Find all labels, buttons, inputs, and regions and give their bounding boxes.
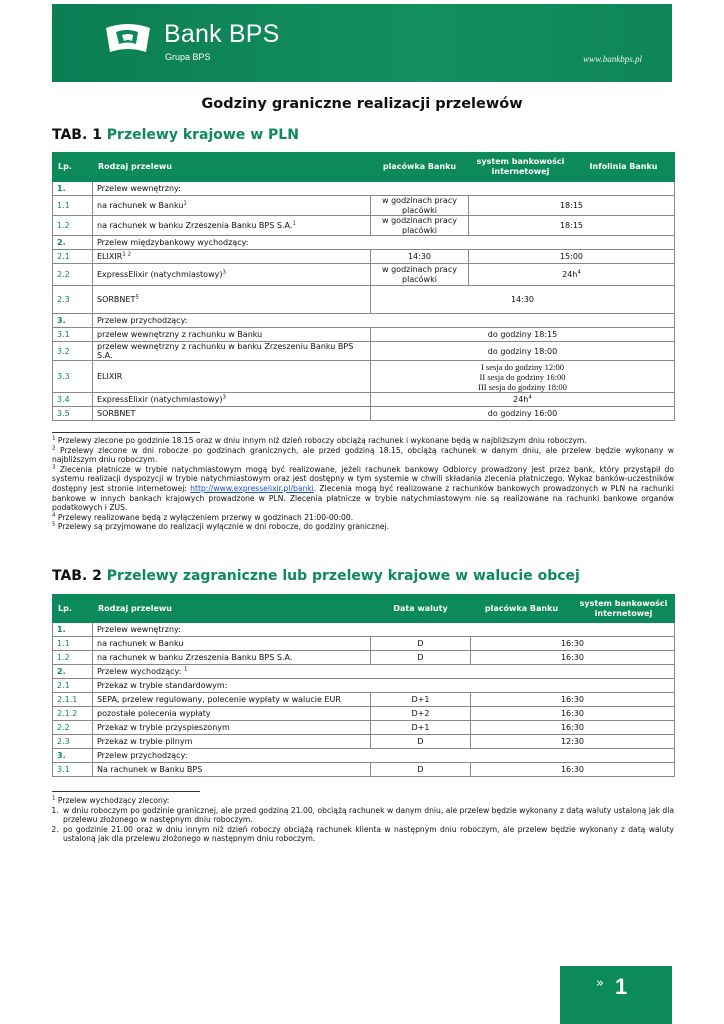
- footnote-ref: 1: [183, 666, 188, 673]
- table-row: [53, 637, 675, 651]
- col-header-lp: Lp.: [53, 595, 93, 623]
- row-name: [93, 393, 371, 407]
- row-lp: 3.5: [53, 407, 93, 421]
- table-row: [53, 328, 675, 342]
- col-header-value-date: Data waluty: [371, 595, 471, 623]
- footnote-1-text: Przelewy zlecone po godzinie 18.15 oraz w dniu innym niż dzień roboczy obciążą rachunek i wykonane będą w najbliższym dniu roboczym.: [57, 436, 587, 445]
- row-lp: 3.1: [53, 763, 93, 777]
- page-number-box: [560, 966, 672, 1024]
- footnote-ref: 1 2: [122, 251, 132, 258]
- row-lp: 3.: [53, 749, 93, 763]
- cutoff-time: 14:30: [371, 286, 675, 314]
- list-item: 1. w dniu roboczym po godzinie granicznej, ale przed godziną 21.00, obciążą rachunek w danym dniu, ale przelew będzie wykonany z datą waluty ustaloną jak dla przelewu złożonego w następnym dniu roboczym.: [61, 806, 674, 825]
- col-header-online: system bankowości internetowej: [573, 595, 675, 623]
- row-name: [93, 250, 371, 264]
- row-name: [93, 264, 371, 286]
- row-lp: 2.2: [53, 264, 93, 286]
- row-lp: 2.2: [53, 721, 93, 735]
- row-lp: 1.1: [53, 196, 93, 216]
- row-name: Na rachunek w Banku BPS: [93, 763, 371, 777]
- branch-hours: w godzinach pracy placówki: [371, 196, 469, 216]
- header-url[interactable]: www.bankbps.pl: [583, 54, 642, 64]
- row-lp: 3.: [53, 314, 93, 328]
- row-lp: 2.1: [53, 250, 93, 264]
- page-number: 1: [615, 974, 628, 999]
- cutoff-time: 16:30: [471, 763, 675, 777]
- row-lp: 2.1.1: [53, 693, 93, 707]
- footnote-ref: 3: [222, 269, 226, 276]
- footnote-1: $^1$ Przelewy zlecone po godzinie 18.15 oraz w dniu innym niż dzień roboczy obciążą rachunek i wykonane będą w najbliższym dniu roboczym.: [52, 435, 587, 445]
- cutoff-time: 16:30: [471, 693, 675, 707]
- express-elixir-link[interactable]: http://www.expresselixir.pl/banki: [190, 483, 314, 493]
- row-lp: 1.2: [53, 216, 93, 236]
- cutoff-text: 24h: [513, 395, 529, 405]
- table-row: [53, 407, 675, 421]
- table-row: [53, 665, 675, 679]
- cutoff-time: do godziny 18:15: [371, 328, 675, 342]
- tab1-title: [52, 127, 299, 143]
- table-row: [53, 264, 675, 286]
- tab1-prefix: TAB. 1: [52, 127, 102, 143]
- row-lp: 3.1: [53, 328, 93, 342]
- row-lp: 1.2: [53, 651, 93, 665]
- table-row: [53, 236, 675, 250]
- table-row: [53, 286, 675, 314]
- cutoff-time: do godziny 18:00: [371, 342, 675, 361]
- row-name: Przelew wewnętrzny:: [93, 182, 675, 196]
- table-row: [53, 623, 675, 637]
- row-name: SEPA, przelew regulowany, polecenie wypłaty w walucie EUR: [93, 693, 371, 707]
- footnote-ref: 4: [528, 394, 532, 401]
- list-item: 2. po godzinie 21.00 oraz w dniu innym niż dzień roboczy obciążą rachunek klienta w następnym dniu roboczym, ale przelew będzie wykonany z datą waluty ustaloną jak dla przelewu złożonego w następnym dniu roboczym.: [61, 825, 674, 844]
- col-header-online: system bankowości internetowej: [469, 153, 573, 182]
- table-row: [53, 250, 675, 264]
- col-header-hotline: Infolinia Banku: [573, 153, 675, 182]
- branch-time: 14:30: [371, 250, 469, 264]
- tab2-title: [52, 568, 580, 584]
- row-name: SORBNET: [93, 407, 371, 421]
- footnote-ref: 1: [292, 220, 296, 227]
- row-lp: 2.1.2: [53, 707, 93, 721]
- cutoff-time: [371, 393, 675, 407]
- value-date: D+2: [371, 707, 471, 721]
- table-row: [53, 693, 675, 707]
- row-name: przelew wewnętrzny z rachunku w Banku: [93, 328, 371, 342]
- table-row: [53, 707, 675, 721]
- tab1-table: [52, 152, 675, 421]
- footnote-3-text: Zlecenia płatnicze w trybie natychmiastowym mogą być realizowane, jeżeli rachunek bankowy Odbiorcy prowadzony jest przez bank, który przystąpił do systemu realizacji dyspozycji w trybie natychmiastowym oraz jest dostępny w tym systemie w chwili składania zlecenia płatniczego. Wykaz banków-uczestników dostępny jest stronie internetowej:: [52, 464, 674, 493]
- table-row: [53, 182, 675, 196]
- cutoff-time: 18:15: [469, 196, 675, 216]
- footnote-3: $^3$ Zlecenia płatnicze w trybie natychmiastowym mogą być realizowane, jeżeli rachunek bankowy Odbiorcy prowadzony jest przez bank, który przystąpił do systemu realizacji dyspozycji w trybie natychmiastowym oraz jest dostępny w tym systemie w chwili składania zlecenia płatniczego. Wykaz banków-uczestników dostępny jest stronie internetowej: http://www.expresselixir.pl/banki. Zlecenia mogą być realizowane z rachunków bankowych prowadzonych w PLN na rachunki bankowe w innych bankach krajowych prowadzone w PLN. Zlecenia płatnicze w trybie natychmiastowym nie są realizowane na rachunki bankowe organów podatkowych i ZUS.: [52, 464, 674, 513]
- table-row: [53, 679, 675, 693]
- table-row: [53, 314, 675, 328]
- row-name: pozostałe polecenia wypłaty: [93, 707, 371, 721]
- table-row: [53, 196, 675, 216]
- table-row: [53, 721, 675, 735]
- cutoff-time: 18:15: [469, 216, 675, 236]
- footnote-divider: [52, 791, 200, 792]
- cutoff-time: 16:30: [471, 721, 675, 735]
- row-name-text: ExpressElixir (natychmiastowy): [97, 395, 223, 405]
- cutoff-time: 15:00: [469, 250, 675, 264]
- table-row: [53, 651, 675, 665]
- row-name: przelew wewnętrzny z rachunku w banku Zrzeszeniu Banku BPS S.A.: [93, 342, 371, 361]
- session-3: III sesja do godziny 18:00: [478, 381, 567, 392]
- document-title: Godziny graniczne realizacji przelewów: [201, 96, 523, 112]
- footnote-5-text: Przelewy są przyjmowane do realizacji wyłącznie w dni robocze, do godziny granicznej.: [57, 522, 390, 532]
- tab1-footnotes: [52, 436, 674, 532]
- row-name: Przelew wewnętrzny:: [93, 623, 675, 637]
- row-name: Przelew przychodzący:: [93, 749, 675, 763]
- tab2-footnote-1-text: Przelew wychodzący zlecony:: [57, 796, 170, 805]
- value-date: D: [371, 763, 471, 777]
- row-name: [93, 216, 371, 236]
- chevron-right-icon: »: [596, 976, 604, 991]
- row-name: na rachunek w banku Zrzeszenia Banku BPS S.A.: [93, 651, 371, 665]
- col-header-branch: placówka Banku: [371, 153, 469, 182]
- footnote-2: $^2$ Przelewy zlecone w dni robocze po godzinach granicznych, ale przed godziną 18.15, obciążą rachunek w danym dniu, ale przelew będzie wykonany w najbliższym dniu roboczym.: [52, 445, 674, 465]
- col-header-branch: placówka Banku: [471, 595, 573, 623]
- row-lp: 3.2: [53, 342, 93, 361]
- row-lp: 2.3: [53, 735, 93, 749]
- col-header-lp: Lp.: [53, 153, 93, 182]
- row-lp: 2.1: [53, 679, 93, 693]
- tab2-table: [52, 594, 675, 777]
- header-banner: [52, 4, 672, 82]
- row-name: ELIXIR: [93, 361, 371, 393]
- footnote-5: $^5$ Przelewy są przyjmowane do realizacji wyłącznie w dni robocze, do godziny granicznej.: [52, 521, 390, 532]
- row-lp: 2.: [53, 236, 93, 250]
- cutoff-text: 24h: [562, 269, 578, 279]
- cutoff-time: 16:30: [471, 637, 675, 651]
- footnote-ref: 5: [135, 294, 139, 301]
- table-row: [53, 393, 675, 407]
- cutoff-time: do godziny 16:00: [371, 407, 675, 421]
- row-name: [93, 286, 371, 314]
- brand-subtitle: Grupa BPS: [165, 52, 211, 62]
- footnote-ref: 1: [183, 200, 187, 207]
- table-row: [53, 216, 675, 236]
- row-name: Przekaz w trybie pilnym: [93, 735, 371, 749]
- branch-hours: w godzinach pracy placówki: [371, 264, 469, 286]
- cutoff-time: [469, 264, 675, 286]
- row-lp: 1.: [53, 182, 93, 196]
- row-name-text: ExpressElixir (natychmiastowy): [97, 269, 223, 279]
- row-name-text: SORBNET: [97, 294, 136, 304]
- col-header-type: Rodzaj przelewu: [93, 153, 371, 182]
- session-1: I sesja do godziny 12:00: [480, 361, 565, 372]
- row-name: na rachunek w Banku: [93, 637, 371, 651]
- branch-hours: w godzinach pracy placówki: [371, 216, 469, 236]
- row-lp: 3.3: [53, 361, 93, 393]
- footnote-4: $^4$ Przelewy realizowane będą z wyłączeniem przerwy w godzinach 21:00-00:00.: [52, 512, 354, 522]
- session-2: II sesja do godziny 16:00: [479, 371, 566, 382]
- elixir-sessions: [371, 361, 675, 393]
- footnote-4-text: Przelewy realizowane będą z wyłączeniem przerwy w godzinach 21:00-00:00.: [57, 512, 354, 522]
- tab2-prefix: TAB. 2: [52, 568, 102, 584]
- row-name-text: na rachunek w banku Zrzeszenia Banku BPS S.A.: [97, 220, 293, 230]
- row-name-text: ELIXIR: [97, 251, 123, 261]
- value-date: D+1: [371, 693, 471, 707]
- brand-name: Bank BPS: [164, 20, 280, 48]
- table-row: [53, 735, 675, 749]
- value-date: D: [371, 651, 471, 665]
- value-date: D+1: [371, 721, 471, 735]
- footnote-ref: 3: [222, 394, 226, 401]
- table-row: [53, 749, 675, 763]
- col-header-type: Rodzaj przelewu: [93, 595, 371, 623]
- tab1-title-text: Przelewy krajowe w PLN: [106, 127, 299, 143]
- table-row: [53, 361, 675, 393]
- footnote-2-text: Przelewy zlecone w dni robocze po godzinach granicznych, ale przed godziną 18.15, obciążą rachunek w danym dniu, ale przelew będzie wykonany w najbliższym dniu roboczym.: [52, 445, 674, 465]
- table-row: [53, 342, 675, 361]
- value-date: D: [371, 735, 471, 749]
- row-name-text: Przelew wychodzący:: [97, 666, 182, 676]
- footnote-ref: 4: [577, 269, 581, 276]
- cutoff-time: 16:30: [471, 707, 675, 721]
- row-name: Przekaz w trybie standardowym:: [93, 679, 675, 693]
- row-name: Przekaz w trybie przyspieszonym: [93, 721, 371, 735]
- row-name-text: na rachunek w Banku: [97, 200, 184, 210]
- cutoff-time: 16:30: [471, 651, 675, 665]
- row-name: Przelew międzybankowy wychodzący:: [93, 236, 675, 250]
- row-lp: 2.3: [53, 286, 93, 314]
- row-lp: 2.: [53, 665, 93, 679]
- value-date: D: [371, 637, 471, 651]
- row-name: Przelew przychodzący:: [93, 314, 675, 328]
- row-name: [93, 665, 675, 679]
- bank-logo-icon: [102, 22, 154, 56]
- row-lp: 1.: [53, 623, 93, 637]
- row-lp: 1.1: [53, 637, 93, 651]
- row-lp: 3.4: [53, 393, 93, 407]
- tab2-footnotes: [52, 796, 674, 844]
- tab2-title-text: Przelewy zagraniczne lub przelewy krajowe w walucie obcej: [106, 568, 580, 584]
- footnote-divider: [52, 432, 200, 433]
- tab2-footnote-1: $^1$ Przelew wychodzący zlecony:: [52, 795, 170, 805]
- footnote-3-text-cont: . Zlecenia mogą być realizowane z rachunków bankowych prowadzonych w PLN na rachunki bankowe w innych bankach krajowych prowadzone w PLN. Zlecenia płatnicze w trybie natychmiastowym nie są realizowane na rachunki bankowe organów podatkowych i ZUS.: [52, 483, 674, 513]
- row-name: [93, 196, 371, 216]
- cutoff-time: 12:30: [471, 735, 675, 749]
- tab2-footnote-list: [52, 806, 674, 844]
- table-row: [53, 763, 675, 777]
